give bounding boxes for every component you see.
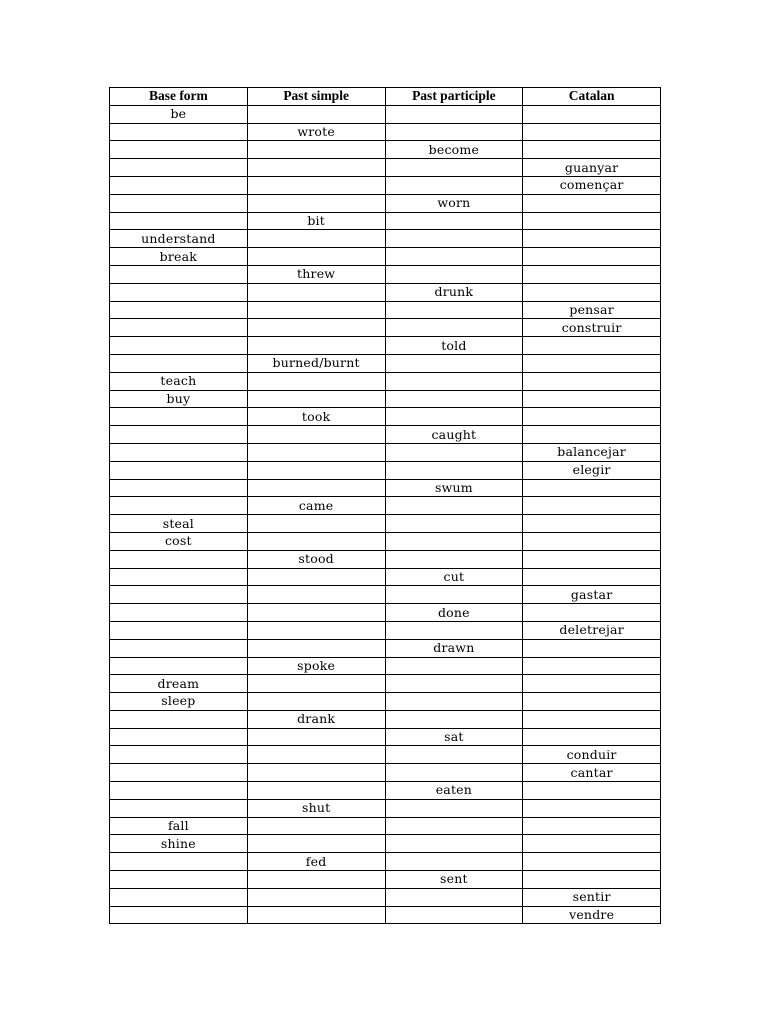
cell-past-simple	[247, 782, 385, 800]
cell-past-simple	[247, 639, 385, 657]
cell-base-form	[110, 764, 248, 782]
table-row	[110, 319, 661, 337]
cell-catalan	[523, 283, 661, 301]
table-row	[110, 675, 661, 693]
cell-past-simple	[247, 390, 385, 408]
cell-base-form	[110, 550, 248, 568]
cell-past-participle	[385, 212, 523, 230]
cell-base-form	[110, 710, 248, 728]
cell-catalan: sentir	[523, 888, 661, 906]
table-row	[110, 105, 661, 123]
table-row	[110, 746, 661, 764]
cell-catalan	[523, 212, 661, 230]
table-row	[110, 639, 661, 657]
cell-catalan	[523, 710, 661, 728]
cell-past-participle: swum	[385, 479, 523, 497]
cell-past-simple: burned/burnt	[247, 354, 385, 372]
table-row	[110, 283, 661, 301]
table-row	[110, 532, 661, 550]
cell-catalan: elegir	[523, 461, 661, 479]
cell-past-participle	[385, 817, 523, 835]
table-row	[110, 728, 661, 746]
cell-past-participle	[385, 799, 523, 817]
cell-past-participle: drawn	[385, 639, 523, 657]
cell-past-simple	[247, 871, 385, 889]
cell-past-participle: worn	[385, 194, 523, 212]
cell-past-participle	[385, 532, 523, 550]
cell-base-form	[110, 426, 248, 444]
cell-past-simple	[247, 675, 385, 693]
table-row	[110, 586, 661, 604]
cell-past-participle	[385, 123, 523, 141]
cell-base-form: sleep	[110, 693, 248, 711]
table-row	[110, 159, 661, 177]
cell-past-simple	[247, 194, 385, 212]
cell-past-simple	[247, 568, 385, 586]
table-row	[110, 621, 661, 639]
cell-catalan	[523, 372, 661, 390]
cell-past-participle	[385, 693, 523, 711]
table-row	[110, 176, 661, 194]
cell-base-form	[110, 265, 248, 283]
cell-base-form: teach	[110, 372, 248, 390]
cell-catalan	[523, 141, 661, 159]
cell-past-simple	[247, 426, 385, 444]
cell-past-simple: bit	[247, 212, 385, 230]
cell-past-participle: sent	[385, 871, 523, 889]
cell-past-participle	[385, 176, 523, 194]
cell-past-participle	[385, 159, 523, 177]
cell-base-form	[110, 301, 248, 319]
cell-past-participle	[385, 746, 523, 764]
cell-past-simple	[247, 301, 385, 319]
cell-catalan: guanyar	[523, 159, 661, 177]
table-row	[110, 799, 661, 817]
cell-catalan	[523, 782, 661, 800]
cell-base-form	[110, 408, 248, 426]
table-row	[110, 194, 661, 212]
cell-catalan	[523, 354, 661, 372]
cell-catalan: començar	[523, 176, 661, 194]
cell-past-simple	[247, 337, 385, 355]
table-row	[110, 248, 661, 266]
cell-past-participle	[385, 443, 523, 461]
cell-catalan	[523, 515, 661, 533]
verb-forms-table	[109, 87, 661, 924]
cell-past-participle	[385, 354, 523, 372]
header-past-participle: Past participle	[385, 88, 523, 106]
cell-catalan	[523, 479, 661, 497]
cell-base-form	[110, 888, 248, 906]
cell-base-form	[110, 604, 248, 622]
cell-base-form	[110, 443, 248, 461]
cell-past-simple	[247, 283, 385, 301]
cell-past-participle	[385, 764, 523, 782]
table-row	[110, 461, 661, 479]
cell-past-simple	[247, 532, 385, 550]
table-row	[110, 354, 661, 372]
cell-catalan: conduir	[523, 746, 661, 764]
cell-catalan	[523, 604, 661, 622]
table-row	[110, 710, 661, 728]
cell-base-form	[110, 461, 248, 479]
cell-past-participle	[385, 621, 523, 639]
cell-past-simple	[247, 604, 385, 622]
cell-past-simple	[247, 230, 385, 248]
cell-past-simple	[247, 479, 385, 497]
cell-catalan	[523, 639, 661, 657]
cell-catalan	[523, 123, 661, 141]
cell-catalan	[523, 657, 661, 675]
cell-base-form	[110, 746, 248, 764]
cell-past-participle: caught	[385, 426, 523, 444]
cell-catalan: pensar	[523, 301, 661, 319]
cell-past-participle	[385, 835, 523, 853]
cell-past-participle	[385, 248, 523, 266]
cell-past-participle	[385, 675, 523, 693]
table-row	[110, 853, 661, 871]
table-header	[110, 88, 661, 106]
cell-past-participle: told	[385, 337, 523, 355]
cell-past-participle: become	[385, 141, 523, 159]
header-catalan: Catalan	[523, 88, 661, 106]
cell-past-participle	[385, 301, 523, 319]
cell-past-participle	[385, 710, 523, 728]
cell-past-simple: drank	[247, 710, 385, 728]
cell-past-participle	[385, 853, 523, 871]
cell-past-simple	[247, 515, 385, 533]
cell-base-form: dream	[110, 675, 248, 693]
cell-base-form: fall	[110, 817, 248, 835]
cell-catalan	[523, 693, 661, 711]
cell-past-simple	[247, 764, 385, 782]
cell-base-form	[110, 283, 248, 301]
cell-past-simple	[247, 176, 385, 194]
cell-base-form: cost	[110, 532, 248, 550]
table-row	[110, 497, 661, 515]
cell-catalan	[523, 532, 661, 550]
cell-past-simple: stood	[247, 550, 385, 568]
table-row	[110, 479, 661, 497]
cell-base-form	[110, 728, 248, 746]
cell-base-form: shine	[110, 835, 248, 853]
table-row	[110, 212, 661, 230]
table-row	[110, 408, 661, 426]
cell-catalan	[523, 728, 661, 746]
cell-past-participle	[385, 550, 523, 568]
cell-base-form	[110, 159, 248, 177]
cell-past-simple	[247, 461, 385, 479]
cell-past-simple	[247, 746, 385, 764]
cell-past-simple	[247, 835, 385, 853]
table-row	[110, 515, 661, 533]
cell-base-form	[110, 621, 248, 639]
cell-base-form	[110, 782, 248, 800]
cell-catalan	[523, 408, 661, 426]
cell-catalan	[523, 390, 661, 408]
cell-catalan	[523, 248, 661, 266]
cell-base-form	[110, 176, 248, 194]
cell-base-form	[110, 657, 248, 675]
cell-catalan	[523, 497, 661, 515]
cell-past-simple	[247, 888, 385, 906]
cell-catalan	[523, 835, 661, 853]
table-body	[110, 105, 661, 924]
cell-past-participle	[385, 906, 523, 924]
cell-past-participle: drunk	[385, 283, 523, 301]
table-row	[110, 265, 661, 283]
cell-base-form	[110, 141, 248, 159]
table-row	[110, 835, 661, 853]
cell-past-participle: eaten	[385, 782, 523, 800]
cell-base-form	[110, 194, 248, 212]
table-row	[110, 888, 661, 906]
cell-base-form: steal	[110, 515, 248, 533]
cell-past-simple	[247, 906, 385, 924]
cell-past-simple: fed	[247, 853, 385, 871]
table-row	[110, 693, 661, 711]
cell-past-participle	[385, 497, 523, 515]
cell-base-form	[110, 639, 248, 657]
cell-catalan	[523, 230, 661, 248]
cell-catalan: vendre	[523, 906, 661, 924]
cell-past-participle	[385, 586, 523, 604]
table-row	[110, 443, 661, 461]
cell-catalan	[523, 675, 661, 693]
cell-past-participle	[385, 105, 523, 123]
cell-catalan	[523, 337, 661, 355]
cell-catalan	[523, 817, 661, 835]
cell-past-simple	[247, 621, 385, 639]
cell-past-simple	[247, 248, 385, 266]
cell-past-participle	[385, 265, 523, 283]
cell-base-form	[110, 871, 248, 889]
table-row	[110, 141, 661, 159]
cell-catalan	[523, 853, 661, 871]
cell-past-participle: done	[385, 604, 523, 622]
cell-past-participle	[385, 230, 523, 248]
table-row	[110, 301, 661, 319]
cell-past-participle	[385, 461, 523, 479]
cell-past-simple: wrote	[247, 123, 385, 141]
table-row	[110, 657, 661, 675]
cell-past-participle	[385, 888, 523, 906]
cell-catalan	[523, 550, 661, 568]
table-row	[110, 604, 661, 622]
cell-past-participle	[385, 408, 523, 426]
cell-base-form	[110, 212, 248, 230]
table-row	[110, 906, 661, 924]
table-row	[110, 390, 661, 408]
cell-catalan	[523, 426, 661, 444]
table-row	[110, 372, 661, 390]
cell-catalan: cantar	[523, 764, 661, 782]
cell-base-form	[110, 568, 248, 586]
cell-past-participle	[385, 515, 523, 533]
table-row	[110, 337, 661, 355]
cell-past-participle: sat	[385, 728, 523, 746]
cell-catalan	[523, 871, 661, 889]
cell-past-simple	[247, 443, 385, 461]
table-row	[110, 550, 661, 568]
cell-base-form	[110, 337, 248, 355]
cell-past-participle	[385, 657, 523, 675]
cell-base-form	[110, 354, 248, 372]
cell-base-form: understand	[110, 230, 248, 248]
table-row	[110, 123, 661, 141]
cell-catalan: gastar	[523, 586, 661, 604]
cell-past-participle	[385, 319, 523, 337]
cell-base-form	[110, 799, 248, 817]
cell-base-form: buy	[110, 390, 248, 408]
cell-past-participle	[385, 372, 523, 390]
table-row	[110, 782, 661, 800]
cell-base-form	[110, 319, 248, 337]
cell-past-simple	[247, 817, 385, 835]
cell-past-simple	[247, 105, 385, 123]
cell-catalan	[523, 265, 661, 283]
table-row	[110, 764, 661, 782]
cell-past-participle: cut	[385, 568, 523, 586]
cell-past-simple: threw	[247, 265, 385, 283]
cell-past-simple	[247, 159, 385, 177]
cell-base-form	[110, 123, 248, 141]
cell-past-simple: took	[247, 408, 385, 426]
cell-base-form: be	[110, 105, 248, 123]
cell-catalan: deletrejar	[523, 621, 661, 639]
cell-past-simple: shut	[247, 799, 385, 817]
table-row	[110, 568, 661, 586]
cell-past-simple: spoke	[247, 657, 385, 675]
cell-past-simple	[247, 728, 385, 746]
cell-catalan	[523, 194, 661, 212]
cell-past-participle	[385, 390, 523, 408]
cell-past-simple: came	[247, 497, 385, 515]
cell-past-simple	[247, 693, 385, 711]
cell-base-form	[110, 586, 248, 604]
cell-catalan	[523, 799, 661, 817]
cell-past-simple	[247, 586, 385, 604]
table-row	[110, 871, 661, 889]
table-row	[110, 817, 661, 835]
table-row	[110, 230, 661, 248]
cell-past-simple	[247, 319, 385, 337]
cell-base-form: break	[110, 248, 248, 266]
cell-base-form	[110, 853, 248, 871]
header-row	[110, 88, 661, 106]
header-base-form: Base form	[110, 88, 248, 106]
table-row	[110, 426, 661, 444]
cell-catalan	[523, 568, 661, 586]
cell-past-simple	[247, 141, 385, 159]
header-past-simple: Past simple	[247, 88, 385, 106]
cell-catalan: balancejar	[523, 443, 661, 461]
cell-past-simple	[247, 372, 385, 390]
cell-base-form	[110, 479, 248, 497]
cell-catalan: construir	[523, 319, 661, 337]
cell-catalan	[523, 105, 661, 123]
cell-base-form	[110, 497, 248, 515]
cell-base-form	[110, 906, 248, 924]
